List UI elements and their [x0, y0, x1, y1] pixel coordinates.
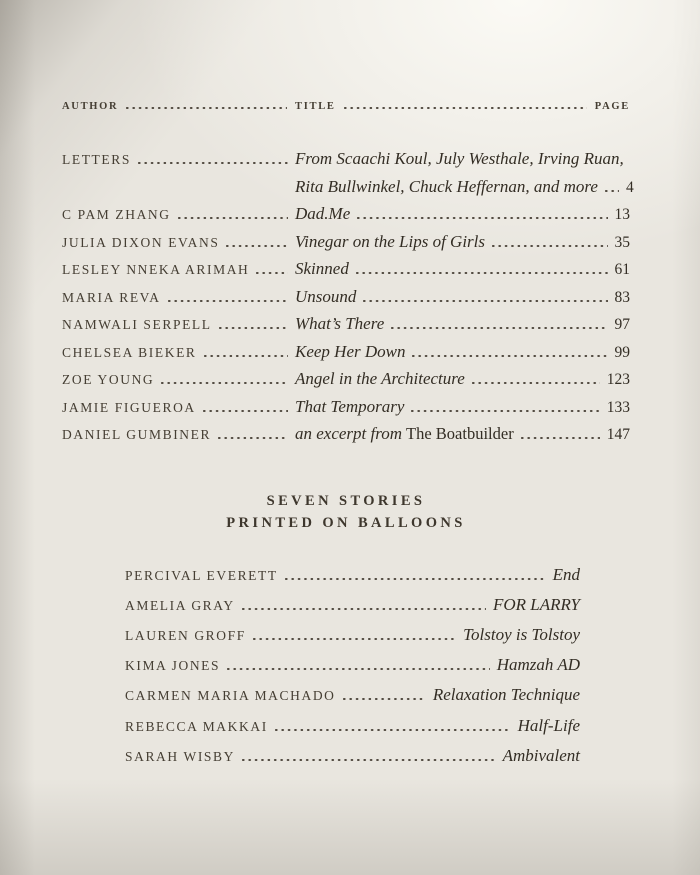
dot-leader	[344, 107, 587, 109]
author-name: NAMWALI SERPELL	[62, 317, 212, 332]
dot-leader	[242, 759, 496, 761]
dot-leader	[242, 608, 486, 610]
title-cell	[295, 366, 630, 394]
table-row	[125, 711, 580, 741]
table-row	[62, 146, 630, 174]
author-name: CARMEN MARIA MACHADO	[125, 688, 336, 704]
dot-leader	[227, 668, 490, 670]
page-number: 4	[625, 178, 634, 196]
column-header-row	[62, 101, 630, 112]
story-title: End	[552, 564, 580, 584]
title-cell	[295, 146, 630, 173]
table-row	[125, 620, 580, 650]
table-row	[62, 174, 634, 202]
dot-leader	[275, 729, 511, 731]
dot-leader	[411, 410, 599, 412]
story-title: Half-Life	[517, 715, 580, 735]
title-cell	[295, 174, 634, 202]
author-cell	[62, 285, 295, 312]
dot-leader	[492, 245, 608, 247]
page-number: 61	[614, 261, 630, 278]
story-title: Angel in the Architecture	[295, 369, 465, 388]
author-name: CHELSEA BIEKER	[62, 344, 197, 360]
author-name: ZOE YOUNG	[62, 372, 155, 387]
story-title: From Scaachi Koul, July Westhale, Irving Ruan,	[295, 149, 624, 168]
table-row	[62, 311, 630, 339]
author-cell	[62, 312, 295, 339]
dot-leader	[357, 217, 607, 219]
dot-leader	[391, 327, 607, 329]
dot-leader	[203, 410, 288, 412]
story-title: Rita Bullwinkel, Chuck Heffernan, and more	[295, 176, 598, 196]
table-row	[125, 590, 580, 620]
story-title: Ambivalent	[502, 745, 580, 765]
story-title-roman: The Boatbuilder	[406, 424, 514, 443]
author-name: LAUREN GROFF	[125, 627, 246, 643]
author-column-cell	[62, 101, 295, 112]
dot-leader	[605, 190, 619, 192]
table-row	[125, 680, 580, 710]
dot-leader	[226, 245, 288, 247]
author-name: DANIEL GUMBINER	[62, 427, 212, 442]
author-name: SARAH WISBY	[125, 748, 235, 764]
title-cell	[295, 394, 630, 422]
table-row	[125, 650, 580, 680]
dot-leader	[219, 327, 288, 329]
story-title: That Temporary	[295, 396, 405, 416]
dot-leader	[472, 382, 600, 384]
story-title: Vinegar on the Lips of Girls	[295, 231, 485, 251]
page-number: 35	[614, 233, 630, 251]
story-title: Dad.Me	[295, 204, 351, 223]
author-column-label: AUTHOR	[62, 101, 119, 112]
author-name: JAMIE FIGUEROA	[62, 399, 196, 415]
table-row	[62, 229, 630, 257]
table-row	[125, 741, 580, 771]
title-cell	[295, 201, 630, 229]
story-title: an excerpt from	[295, 424, 403, 443]
story-title: FOR LARRY	[492, 594, 580, 614]
page-number: 99	[614, 343, 630, 361]
author-cell	[62, 202, 295, 229]
dot-leader	[521, 437, 600, 439]
author-cell	[62, 230, 295, 257]
dot-leader	[168, 300, 288, 302]
table-row	[62, 394, 630, 422]
dot-leader	[356, 272, 608, 274]
author-name: MARIA REVA	[62, 289, 161, 305]
table-row	[62, 284, 630, 312]
author-name: JULIA DIXON EVANS	[62, 234, 220, 250]
dot-leader	[363, 300, 607, 302]
dot-leader	[412, 355, 607, 357]
title-column-label: TITLE	[295, 101, 336, 112]
story-title: Relaxation Technique	[432, 685, 580, 705]
dot-leader	[253, 638, 456, 640]
table-row	[62, 339, 630, 367]
author-name: LESLEY NNEKA ARIMAH	[62, 262, 250, 277]
story-title: Keep Her Down	[295, 341, 406, 361]
balloon-stories-list	[125, 560, 580, 771]
author-name: KIMA JONES	[125, 658, 221, 674]
page-column-label: PAGE	[594, 101, 630, 112]
dot-leader	[204, 355, 288, 357]
table-of-contents-page	[62, 101, 634, 771]
dot-leader	[126, 107, 287, 109]
dot-leader	[178, 217, 288, 219]
section-heading-line2: PRINTED ON BALLOONS	[226, 515, 466, 531]
story-title: What’s There	[295, 314, 385, 333]
table-row	[62, 256, 630, 284]
toc-list	[62, 146, 634, 449]
table-row	[125, 560, 580, 590]
author-cell	[62, 422, 295, 449]
section-heading	[62, 490, 630, 535]
table-row	[62, 201, 630, 229]
page-number: 147	[606, 426, 630, 443]
story-title: Unsound	[295, 286, 357, 306]
title-cell	[295, 421, 630, 449]
page-number: 83	[614, 288, 630, 306]
dot-leader	[161, 382, 288, 384]
story-title: Tolstoy is Tolstoy	[463, 624, 580, 644]
author-cell	[62, 340, 295, 367]
author-cell	[62, 147, 295, 174]
table-row	[62, 421, 630, 449]
table-row	[62, 366, 630, 394]
story-title: Skinned	[295, 259, 349, 278]
author-name: AMELIA GRAY	[125, 597, 235, 613]
author-name: PERCIVAL EVERETT	[125, 567, 278, 583]
title-cell	[295, 339, 630, 367]
dot-leader	[343, 698, 426, 700]
story-title: Hamzah AD	[496, 655, 580, 675]
section-heading-line1: SEVEN STORIES	[266, 492, 426, 509]
title-cell	[295, 284, 630, 312]
page-number: 13	[614, 206, 630, 223]
author-name: C PAM ZHANG	[62, 207, 171, 222]
author-cell	[62, 367, 295, 394]
dot-leader	[138, 162, 288, 164]
author-name: LETTERS	[62, 152, 131, 167]
author-name: REBECCA MAKKAI	[125, 718, 268, 734]
author-cell	[62, 257, 295, 284]
author-cell	[62, 395, 295, 422]
dot-leader	[285, 578, 546, 580]
page-number: 133	[606, 398, 630, 416]
page-number: 123	[606, 371, 630, 388]
title-cell	[295, 229, 630, 257]
dot-leader	[256, 272, 288, 274]
page-number: 97	[614, 316, 630, 333]
title-cell	[295, 311, 630, 339]
dot-leader	[218, 437, 288, 439]
title-cell	[295, 256, 630, 284]
